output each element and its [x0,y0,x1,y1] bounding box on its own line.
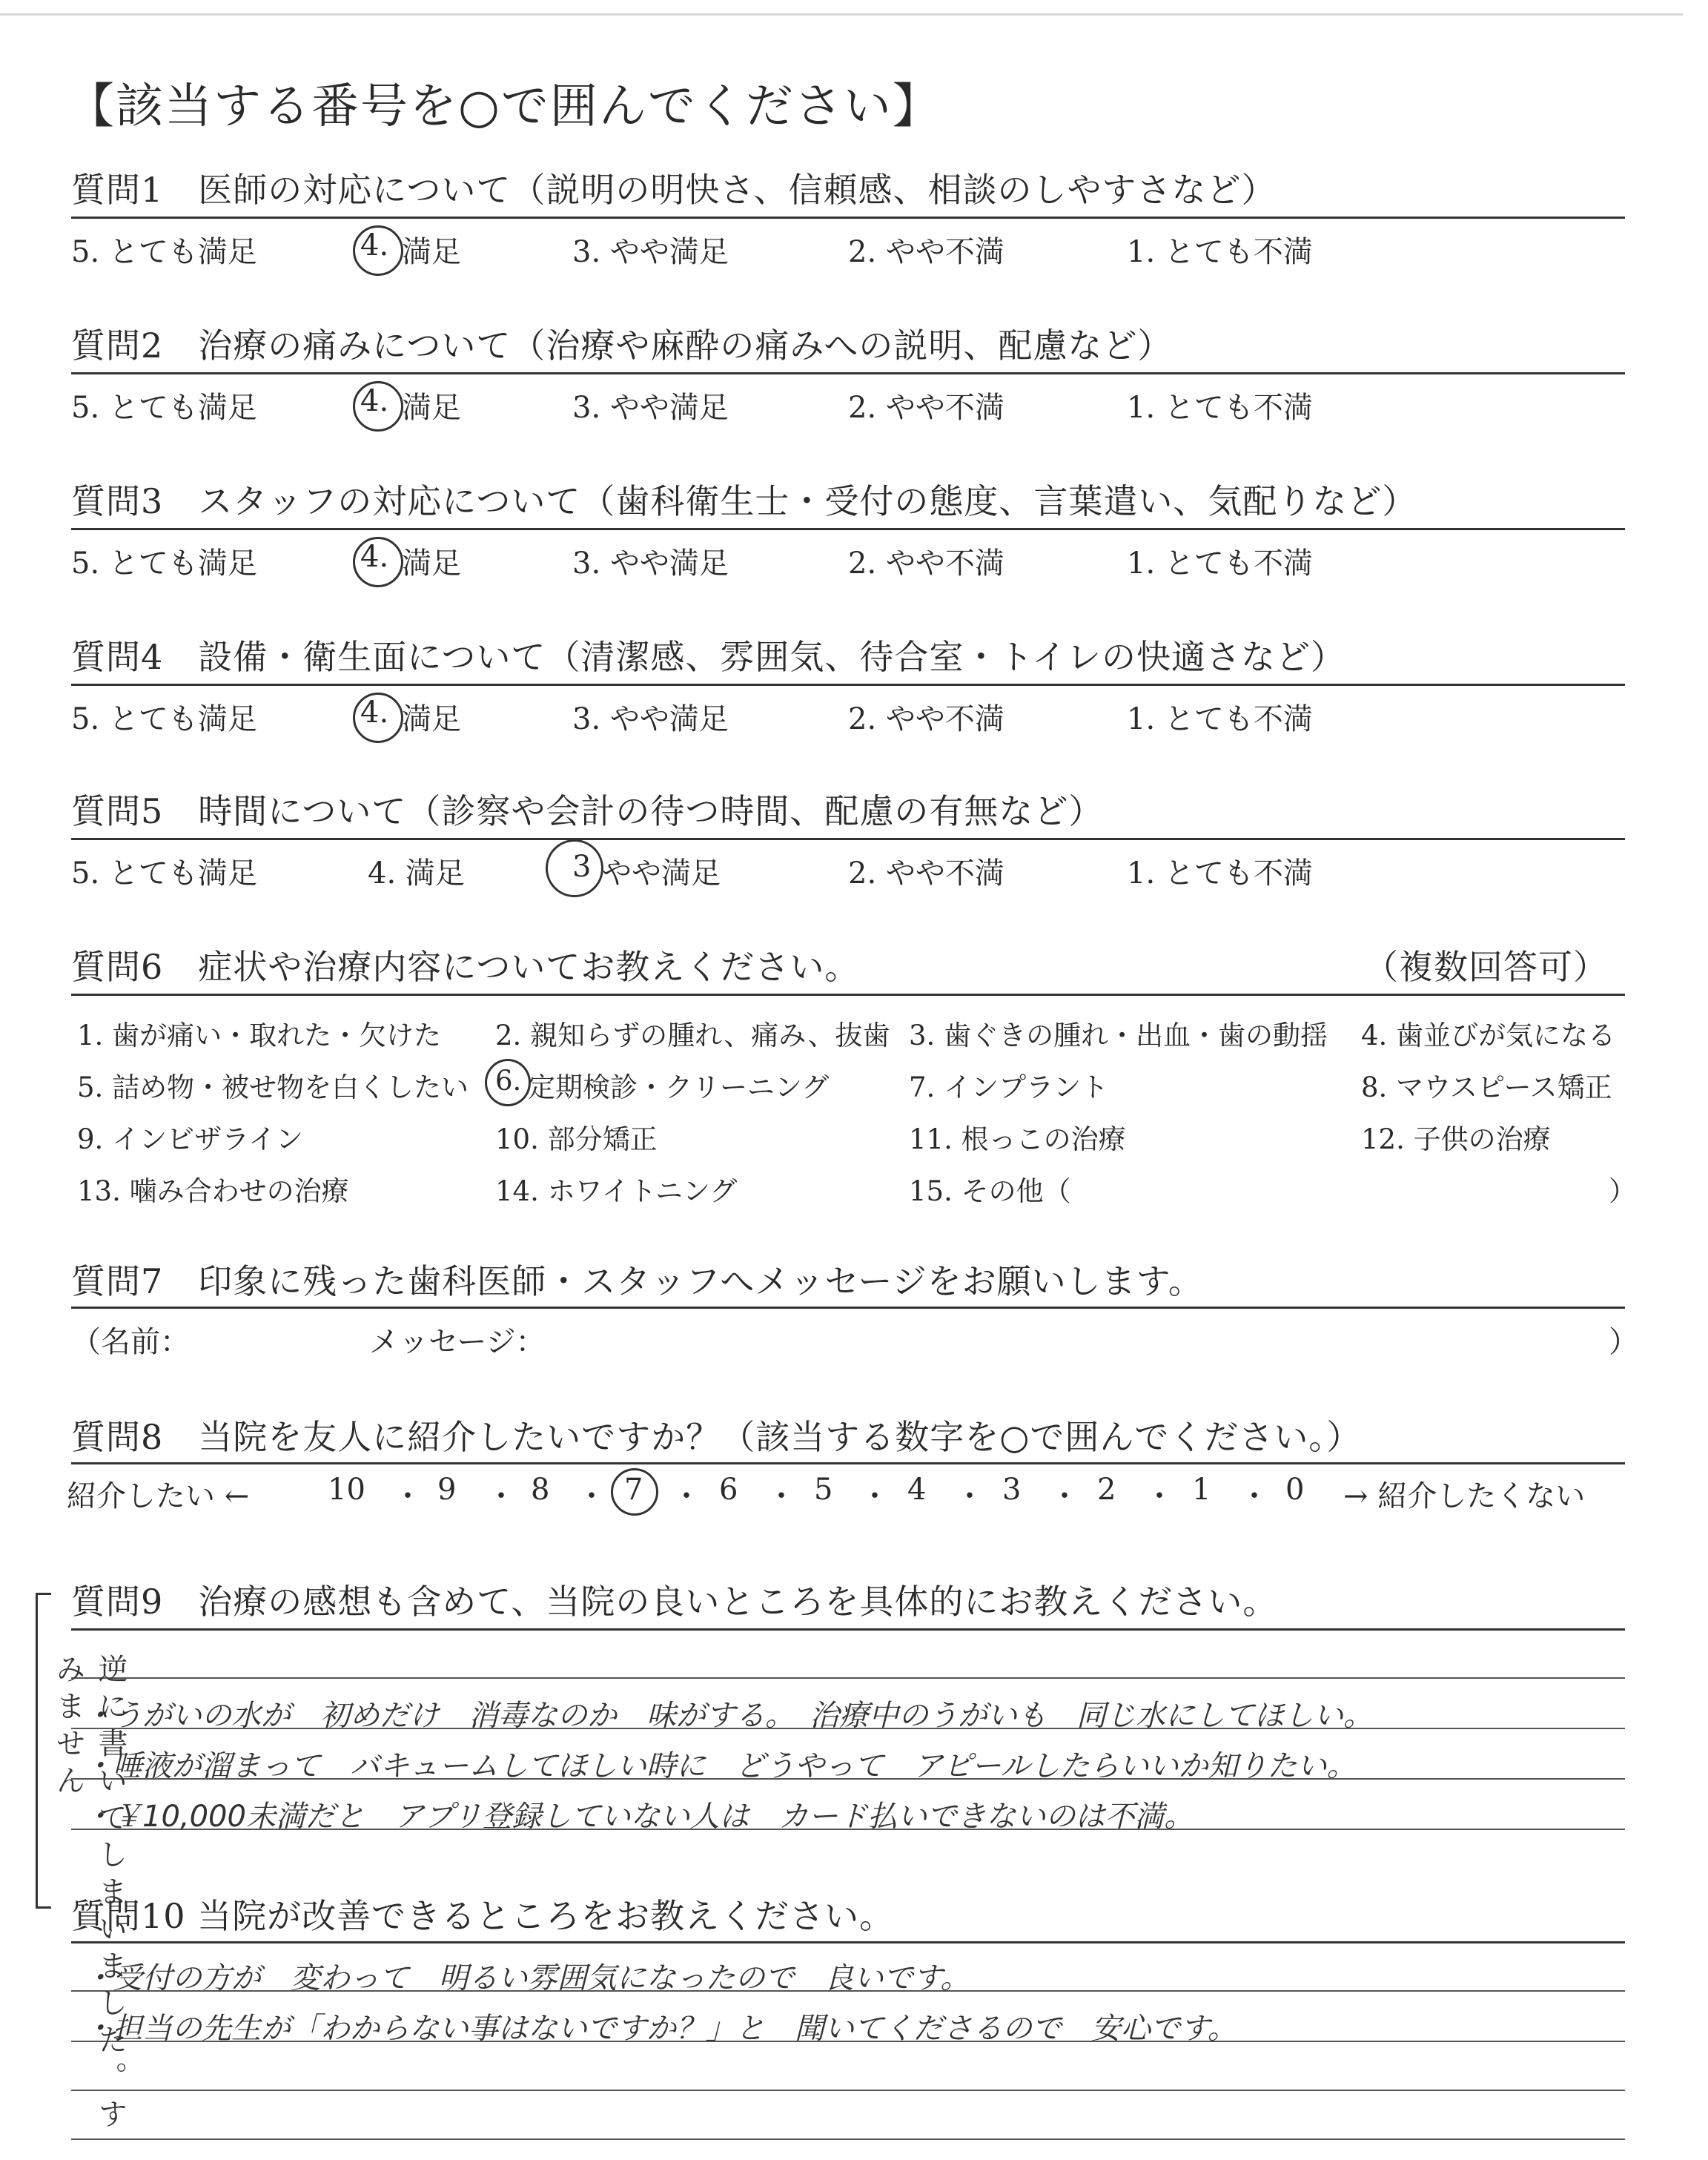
q2-opt-4-label[interactable]: 満足 [402,391,461,425]
q8-sep: ・ [1145,1479,1174,1513]
q7-heading: 質問7 印象に残った歯科医師・スタッフへメッセージをお願いします。 [71,1261,1203,1301]
q9-answer-2: ・唾液が溜まって バキュームしてほしい時に どうやって アピールしたらいいか知りたい。 [83,1749,1357,1783]
q8-val-5[interactable]: 5 [814,1473,833,1507]
q2-opt-4-num[interactable]: 4. [360,384,389,418]
q6-item-13[interactable]: 13. 噛み合わせの治療 [77,1175,349,1207]
q1-heading: 質問1 医師の対応について（説明の明快さ、信頼感、相談のしやすさなど） [71,170,1277,210]
q8-sep: ・ [860,1479,890,1513]
q1-selection-circle [353,225,403,276]
q10-answer-line [71,2090,1625,2091]
q8-val-10[interactable]: 10 [328,1473,365,1507]
q3-heading: 質問3 スタッフの対応について（歯科衛生士・受付の態度、言葉遣い、気配りなど） [71,481,1417,521]
q8-val-6[interactable]: 6 [719,1473,738,1507]
q8-val-1[interactable]: 1 [1192,1473,1211,1507]
side-handwritten-note: 逆に書いてしまいました。すみません [51,1654,128,2136]
q6-item-11[interactable]: 11. 根っこの治療 [909,1123,1126,1155]
q6-multiple-note: （複数回答可） [1364,947,1608,987]
q8-val-7[interactable]: 7 [624,1473,643,1507]
q4-opt-4-num[interactable]: 4. [360,696,389,730]
q2-heading: 質問2 治療の痛みについて（治療や麻酔の痛みへの説明、配慮など） [71,326,1173,366]
q8-val-9[interactable]: 9 [437,1473,457,1507]
q6-heading: 質問6 症状や治療内容についてお教えください。 [71,947,860,987]
q4-opt-3[interactable]: 3. やや満足 [572,702,729,736]
q6-rule [71,994,1625,996]
q6-item-14[interactable]: 14. ホワイトニング [495,1175,738,1207]
q4-opt-2[interactable]: 2. やや不満 [848,702,1004,736]
q3-opt-4-label[interactable]: 満足 [402,546,461,581]
q8-right-label: → 紹介したくない [1343,1479,1586,1513]
q8-left-label: 紹介したい ← [67,1479,250,1513]
q8-sep: ・ [393,1479,423,1513]
q6-item-6-label[interactable]: 定期検診・クリーニング [528,1071,830,1103]
q6-selection-circle [485,1059,531,1106]
q6-item-4[interactable]: 4. 歯並びが気になる [1361,1020,1616,1051]
q2-rule [71,372,1625,374]
q6-item-2[interactable]: 2. 親知らずの腫れ、痛み、抜歯 [495,1020,890,1051]
q8-sep: ・ [672,1479,701,1513]
q8-val-3[interactable]: 3 [1002,1473,1022,1507]
q8-rule [71,1462,1625,1464]
q6-item-15[interactable]: 15. その他（ [909,1175,1071,1207]
q2-opt-1[interactable]: 1. とても不満 [1127,391,1313,425]
q5-opt-4[interactable]: 4. 満足 [368,856,465,891]
q10-answer-line [71,2138,1625,2140]
q5-heading: 質問5 時間について（診察や会計の待つ時間、配慮の有無など） [71,791,1104,831]
q4-selection-circle [353,693,403,743]
q5-rule [71,838,1625,840]
q8-val-8[interactable]: 8 [531,1473,550,1507]
q2-selection-circle [353,381,403,432]
q6-item-15-close: ） [1609,1175,1636,1207]
q8-heading: 質問8 当院を友人に紹介したいですか？（該当する数字を○で囲んでください。） [71,1417,1362,1457]
q7-rule [71,1307,1625,1309]
q10-rule [71,1941,1625,1943]
q1-opt-2[interactable]: 2. やや不満 [848,235,1004,269]
page-top-border [0,13,1683,16]
q1-opt-1[interactable]: 1. とても不満 [1127,235,1313,269]
q1-opt-5[interactable]: 5. とても満足 [71,235,257,269]
q6-item-1[interactable]: 1. 歯が痛い・取れた・欠けた [77,1020,442,1051]
q9-answer-1: ・うがいの水が 初めだけ 消毒なのか 味がする。 治療中のうがいも 同じ水にしてほしい。 [83,1699,1373,1733]
q5-opt-3-num[interactable]: 3 [572,850,592,884]
q8-sep: ・ [577,1479,606,1513]
q5-opt-3-label[interactable]: やや満足 [602,856,721,891]
q6-item-7[interactable]: 7. インプラント [909,1071,1109,1103]
q8-sep: ・ [1050,1479,1079,1513]
q5-opt-5[interactable]: 5. とても満足 [71,856,257,891]
q8-selection-circle [611,1468,658,1516]
q10-answer-2: ・担当の先生が「わからない事はないですか？」と 聞いてくださるので 安心です。 [83,2012,1237,2046]
q3-selection-circle [353,537,403,587]
q1-rule [71,217,1625,219]
q9-heading: 質問9 治療の感想も含めて、当院の良いところを具体的にお教えください。 [71,1582,1278,1622]
q3-opt-4-num[interactable]: 4. [360,540,389,574]
q1-opt-4-num[interactable]: 4. [360,228,389,262]
q6-item-8[interactable]: 8. マウスピース矯正 [1361,1071,1612,1103]
q1-opt-3[interactable]: 3. やや満足 [572,235,729,269]
page-title: 【該当する番号を○で囲んでください】 [67,79,941,134]
q6-item-5[interactable]: 5. 詰め物・被せ物を白くしたい [77,1071,469,1103]
q8-sep: ・ [767,1479,796,1513]
q6-item-10[interactable]: 10. 部分矯正 [495,1123,658,1155]
q5-opt-1[interactable]: 1. とても不満 [1127,856,1313,891]
q9-answer-3: ・￥10,000未満だと アプリ登録していない人は カード払いできないのは不満。 [83,1800,1194,1834]
q2-opt-3[interactable]: 3. やや満足 [572,391,729,425]
q6-item-6-num[interactable]: 6. [495,1065,522,1097]
q9-rule [71,1628,1625,1631]
q8-val-4[interactable]: 4 [907,1473,927,1507]
q6-item-3[interactable]: 3. 歯ぐきの腫れ・出血・歯の動揺 [909,1020,1328,1051]
q8-sep: ・ [486,1479,516,1513]
q3-rule [71,528,1625,530]
q5-opt-2[interactable]: 2. やや不満 [848,856,1004,891]
q1-opt-4-label[interactable]: 満足 [402,235,461,269]
q8-val-0[interactable]: 0 [1285,1473,1305,1507]
q4-opt-5[interactable]: 5. とても満足 [71,702,257,736]
q4-opt-4-label[interactable]: 満足 [402,702,461,736]
q8-sep: ・ [955,1479,984,1513]
q7-close-paren: ） [1609,1325,1638,1359]
q7-name-label[interactable]: （名前： [71,1325,190,1359]
q4-opt-1[interactable]: 1. とても不満 [1127,702,1313,736]
q6-item-12[interactable]: 12. 子供の治療 [1361,1123,1551,1155]
q5-selection-circle [546,839,603,897]
q7-message-label[interactable]: メッセージ： [369,1325,546,1359]
q3-opt-1[interactable]: 1. とても不満 [1127,546,1313,581]
q3-opt-2[interactable]: 2. やや不満 [848,546,1004,581]
q9-answer-line [71,1677,1625,1679]
q10-heading: 質問10 当院が改善できるところをお教えください。 [71,1896,895,1936]
q3-opt-3[interactable]: 3. やや満足 [572,546,729,581]
q2-opt-2[interactable]: 2. やや不満 [848,391,1004,425]
q8-sep: ・ [1239,1479,1269,1513]
q2-opt-5[interactable]: 5. とても満足 [71,391,257,425]
q4-rule [71,684,1625,686]
q8-val-2[interactable]: 2 [1097,1473,1116,1507]
q4-heading: 質問4 設備・衛生面について（清潔感、雰囲気、待合室・トイレの快適さなど） [71,637,1346,677]
q10-answer-1: ・受付の方が 変わって 明るい雰囲気になったので 良いです。 [83,1961,970,1995]
q6-item-9[interactable]: 9. インビザライン [77,1123,303,1155]
q3-opt-5[interactable]: 5. とても満足 [71,546,257,581]
